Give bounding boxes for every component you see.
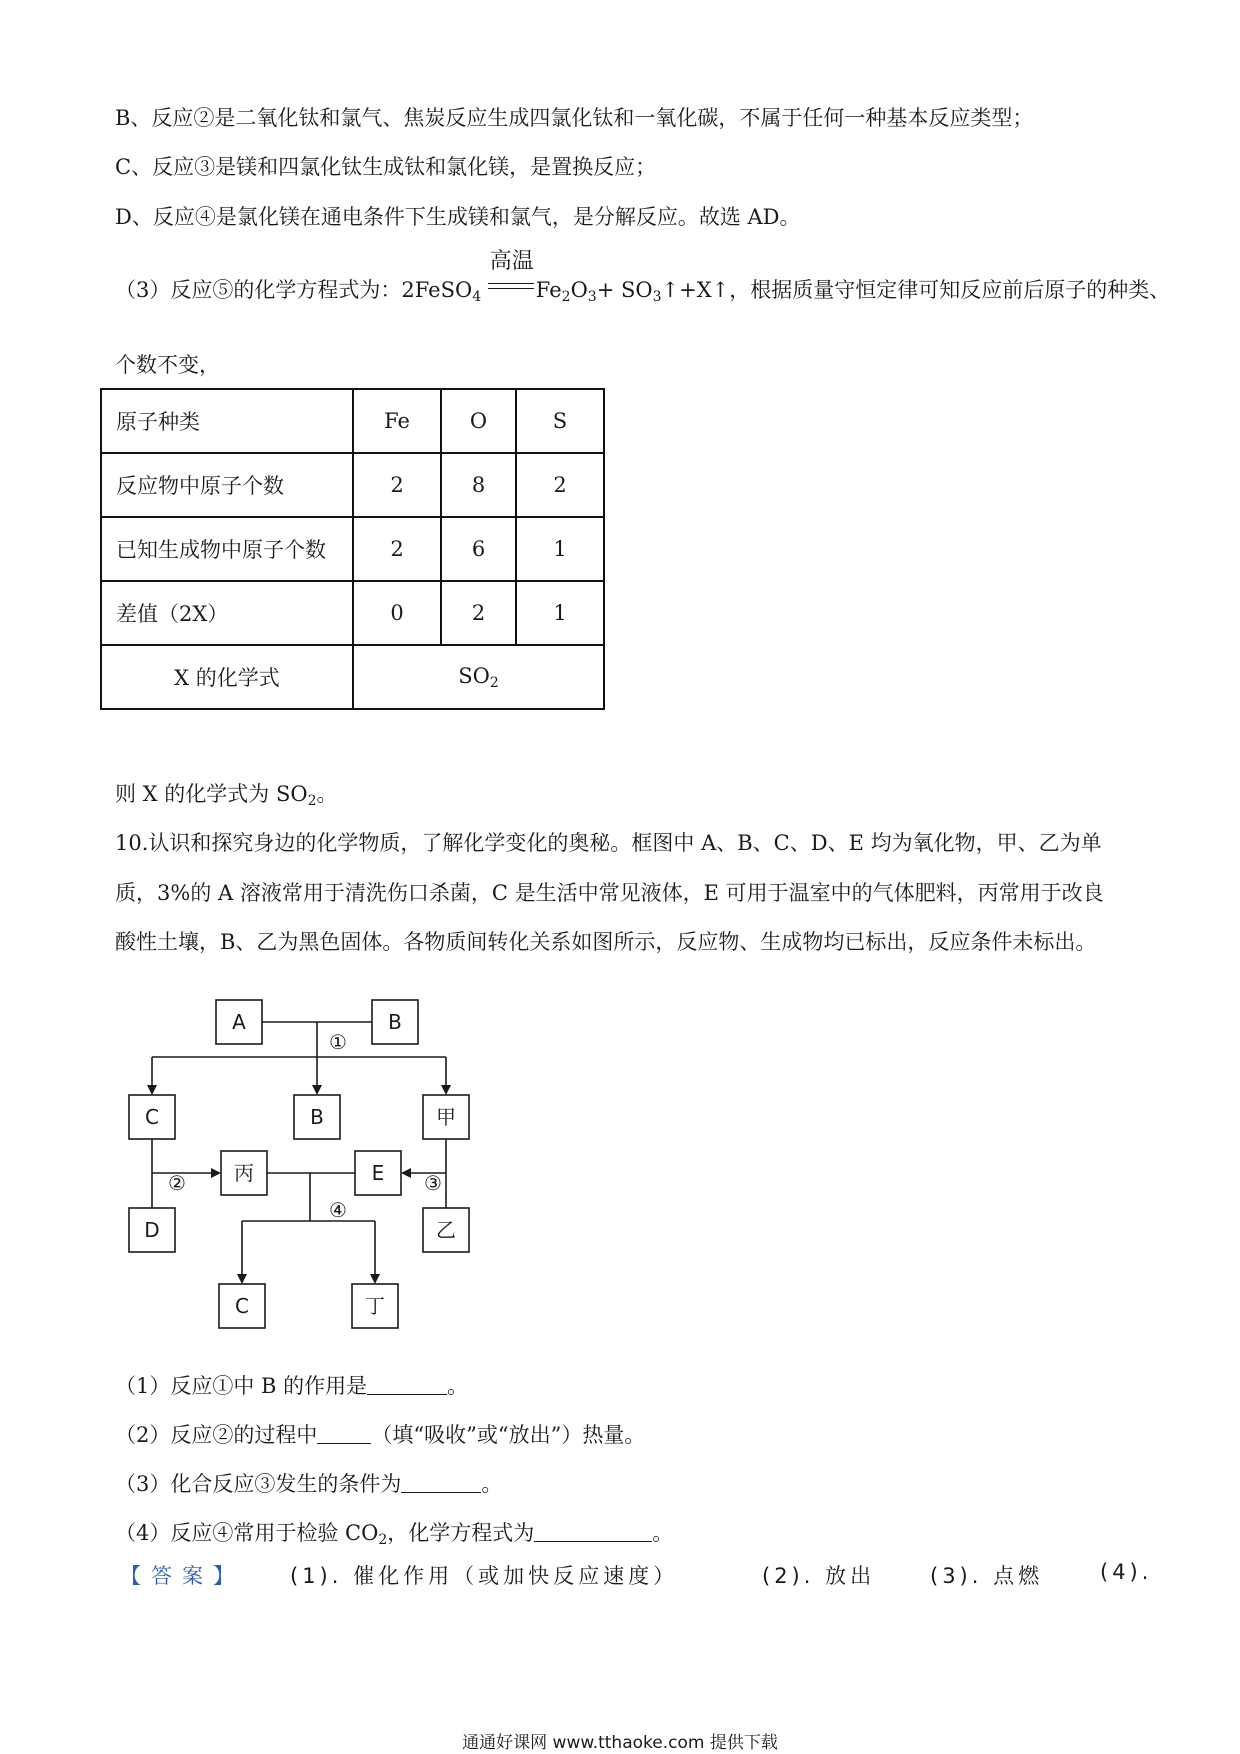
reaction-1-label: ① <box>329 1030 347 1054</box>
table-cell: 8 <box>441 453 516 517</box>
subquestion-2-text: （2）反应②的过程中 <box>115 1423 318 1447</box>
formula-value: SO <box>458 663 490 688</box>
subquestion-2 <box>115 1420 645 1450</box>
table-cell: 2 <box>441 581 516 645</box>
subquestion-1 <box>115 1371 468 1401</box>
equation-double-line <box>488 283 534 289</box>
equation-fe-sub: 2 <box>561 289 571 305</box>
equation-arrow <box>488 249 536 305</box>
equation-condition: 高温 <box>489 249 534 274</box>
answer-3: (3). 点燃 <box>930 1564 1044 1588</box>
label-b-mid: B <box>310 1105 324 1129</box>
equation-o-sub: 3 <box>587 289 597 305</box>
subquestion-3 <box>115 1469 502 1499</box>
table-cell: 差值（2X） <box>101 581 353 645</box>
equation-so3-sub: 3 <box>652 289 662 305</box>
equation-so3: + SO <box>596 278 653 302</box>
conclusion-end: 。 <box>316 782 338 806</box>
answer-1: (1). 催化作用（或加快反应速度） <box>290 1564 679 1588</box>
table-cell: Fe <box>353 389 441 453</box>
equation-o: O <box>570 278 588 302</box>
equation-prefix: （3）反应⑤的化学方程式为：2FeSO <box>115 278 473 302</box>
label-jia: 甲 <box>436 1105 456 1129</box>
reaction-2-label: ② <box>168 1171 186 1195</box>
question-10-line-3: 酸性土壤，B、乙为黑色固体。各物质间转化关系如图所示，反应物、生成物均已标出，反应条件未标出。 <box>115 930 1097 954</box>
table-cell: 已知生成物中原子个数 <box>101 517 353 581</box>
subquestion-4-end: 。 <box>652 1521 674 1545</box>
table-row <box>101 517 604 581</box>
answer-blank <box>401 1472 481 1493</box>
answer-4: (4). <box>1100 1560 1153 1584</box>
subquestion-2-end: （填“吸收”或“放出”）热量。 <box>371 1423 646 1447</box>
table-cell: 2 <box>353 517 441 581</box>
label-d: D <box>144 1218 160 1242</box>
subquestion-4-mid: ，化学方程式为 <box>387 1521 535 1545</box>
table-cell: S <box>516 389 604 453</box>
formula-value-cell <box>353 645 604 709</box>
subquestion-1-end: 。 <box>447 1374 469 1398</box>
label-e: E <box>371 1161 385 1185</box>
question-10-line-2: 质，3%的 A 溶液常用于清洗伤口杀菌，C 是生活中常见液体，E 可用于温室中的气体肥料，丙常用于改良 <box>115 881 1104 905</box>
answer-blank <box>534 1521 652 1542</box>
table-cell: 0 <box>353 581 441 645</box>
table-row <box>101 645 604 709</box>
table-row <box>101 453 604 517</box>
subquestion-4-text: （4）反应④常用于检验 CO <box>115 1521 379 1545</box>
option-c-text: C、反应③是镁和四氯化钛生成钛和氯化镁，是置换反应； <box>115 155 657 179</box>
subquestion-3-end: 。 <box>481 1472 503 1496</box>
option-d-text: D、反应④是氯化镁在通电条件下生成镁和氯气，是分解反应。故选 AD。 <box>115 205 801 229</box>
label-a: A <box>232 1010 246 1034</box>
label-c-mid: C <box>145 1105 159 1129</box>
table-cell: 反应物中原子个数 <box>101 453 353 517</box>
table-cell: 2 <box>353 453 441 517</box>
conversion-diagram <box>100 985 500 1345</box>
formula-label-cell: X 的化学式 <box>101 645 353 709</box>
table-cell: 2 <box>516 453 604 517</box>
label-c-bot: C <box>235 1294 249 1318</box>
table-row <box>101 581 604 645</box>
conclusion-text: 则 X 的化学式为 SO <box>115 782 308 806</box>
reaction-3-label: ③ <box>424 1171 442 1195</box>
answer-blank <box>367 1374 447 1395</box>
table-cell: 原子种类 <box>101 389 353 453</box>
equation-tail: ↑+X↑，根据质量守恒定律可知反应前后原子的种类、 <box>661 278 1171 302</box>
reaction-4-label: ④ <box>329 1198 347 1222</box>
subquestion-4 <box>115 1518 673 1555</box>
footer-credit: 通通好课网 www.tthaoke.com 提供下载 <box>462 1733 778 1753</box>
equation-prefix-sub: 4 <box>472 289 482 305</box>
equation-fe: Fe <box>535 278 562 302</box>
answer-tag: 【答案】 <box>120 1564 244 1588</box>
option-b-text: B、反应②是二氧化钛和氯气、焦炭反应生成四氯化钛和一氧化碳，不属于任何一种基本反应类型； <box>115 106 1034 130</box>
subquestion-3-text: （3）化合反应③发生的条件为 <box>115 1472 402 1496</box>
atom-count-table <box>100 388 605 710</box>
formula-value-sub: 2 <box>489 674 499 691</box>
label-b-top: B <box>388 1010 402 1034</box>
table-cell: 1 <box>516 581 604 645</box>
equation-continuation: 个数不变， <box>115 353 220 377</box>
table-cell: O <box>441 389 516 453</box>
label-bing: 丙 <box>234 1161 254 1185</box>
conclusion-sub: 2 <box>307 793 317 809</box>
answer-blank <box>317 1423 371 1444</box>
conclusion-line <box>115 779 338 816</box>
subquestion-1-text: （1）反应①中 B 的作用是 <box>115 1374 368 1398</box>
label-ding: 丁 <box>365 1294 385 1318</box>
table-row <box>101 389 604 453</box>
label-yi: 乙 <box>436 1218 456 1242</box>
subquestion-4-sub: 2 <box>378 1532 388 1548</box>
equation-line <box>115 249 1171 312</box>
table-cell: 1 <box>516 517 604 581</box>
question-10-line-1: 10.认识和探究身边的化学物质，了解化学变化的奥秘。框图中 A、B、C、D、E 均为氧化物，甲、乙为单 <box>115 831 1102 855</box>
answer-2: (2). 放出 <box>762 1564 876 1588</box>
table-cell: 6 <box>441 517 516 581</box>
